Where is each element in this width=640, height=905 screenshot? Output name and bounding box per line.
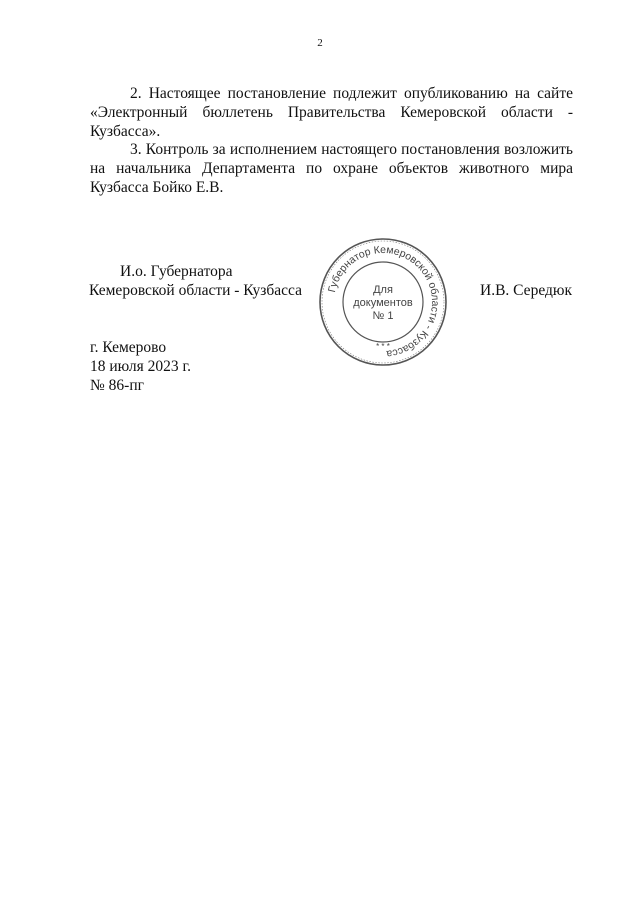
document-place: г. Кемерово <box>90 339 167 356</box>
document-date: 18 июля 2023 г. <box>90 358 191 375</box>
paragraph-control <box>90 140 573 197</box>
document-number: № 86-пг <box>90 377 144 394</box>
paragraph-text: 3. Контроль за исполнением настоящего постановления возложить на начальника Департамента по охране объектов животного мира Кузбасса Бойко Е.В. <box>90 141 573 196</box>
page-number: 2 <box>317 37 323 49</box>
stamp-line3: № 1 <box>372 310 394 322</box>
signatory-title-line2: Кемеровской области - Кузбасса <box>89 282 302 299</box>
stamp-stars: * * * <box>376 342 390 351</box>
official-stamp-seal <box>318 237 448 367</box>
stamp-svg <box>318 237 448 367</box>
signatory-name: И.В. Середюк <box>480 282 572 299</box>
signatory-title-line1: И.о. Губернатора <box>120 263 233 280</box>
stamp-line1: Для <box>373 284 393 296</box>
paragraph-text: 2. Настоящее постановление подлежит опубликованию на сайте «Электронный бюллетень Правительства Кемеровской области - Кузбасса». <box>90 85 573 140</box>
stamp-line2: документов <box>353 297 413 309</box>
stamp-ring-textpath: Губернатор Кемеровской области - Кузбасса <box>326 243 442 360</box>
paragraph-publication <box>90 84 573 141</box>
